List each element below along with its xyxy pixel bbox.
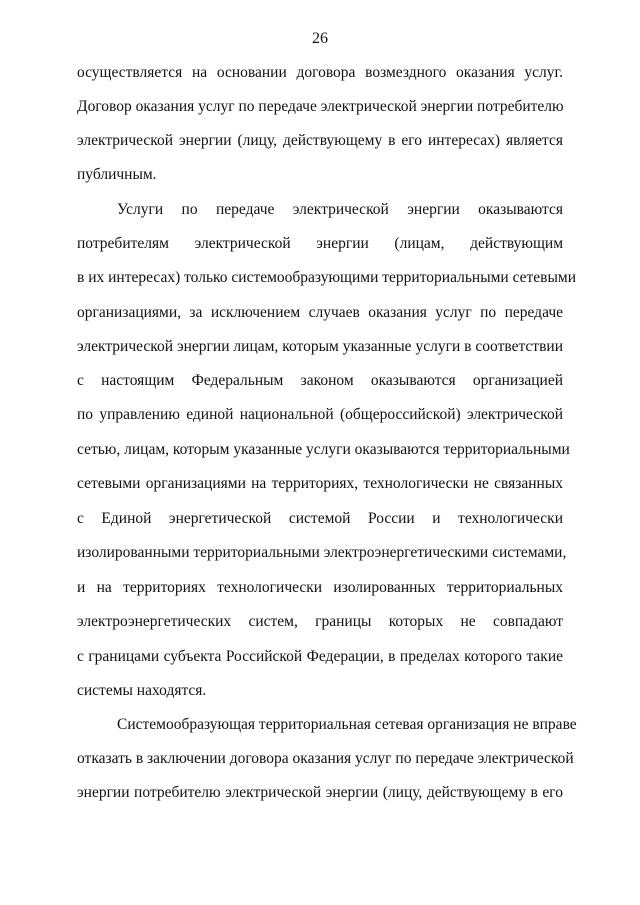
text-line: потребителям электрической энергии (лицам, действующим [77, 235, 563, 252]
text-line: с границами субъекта Российской Федерации, в пределах которого такие [77, 648, 563, 665]
text-line: отказать в заключении договора оказания услуг по передаче электрической [77, 750, 574, 767]
text-line: осуществляется на основании договора возмездного оказания услуг. [77, 64, 563, 81]
text-line: электроэнергетических систем, границы которых не совпадают [77, 613, 563, 630]
text-line: электрической энергии (лицу, действующему в его интересах) является [77, 132, 563, 149]
text-line: Системообразующая территориальная сетевая организация не вправе [117, 716, 577, 733]
text-line: сетью, лицам, которым указанные услуги оказываются территориальными [77, 441, 570, 458]
text-line: Услуги по передаче электрической энергии оказываются [117, 201, 563, 218]
text-line: электрической энергии лицам, которым указанные услуги в соответствии [77, 338, 563, 355]
text-line: Договор оказания услуг по передаче электрической энергии потребителю [77, 98, 564, 115]
text-line: публичным. [77, 166, 157, 183]
text-line: с настоящим Федеральным законом оказываются организацией [77, 372, 563, 389]
text-line: организациями, за исключением случаев оказания услуг по передаче [77, 304, 563, 321]
text-line: с Единой энергетической системой России и технологически [77, 510, 563, 527]
text-line: и на территориях технологически изолированных территориальных [77, 579, 563, 596]
text-line: изолированными территориальными электроэнергетическими системами, [77, 544, 567, 561]
text-line: системы находятся. [77, 682, 207, 699]
text-line: энергии потребителю электрической энергии (лицу, действующему в его [77, 784, 563, 801]
page-number: 26 [312, 30, 328, 47]
text-line: сетевыми организациями на территориях, технологически не связанных [77, 475, 563, 492]
text-line: по управлению единой национальной (общероссийской) электрической [77, 406, 563, 423]
text-line: в их интересах) только системообразующими территориальными сетевыми [77, 269, 577, 286]
